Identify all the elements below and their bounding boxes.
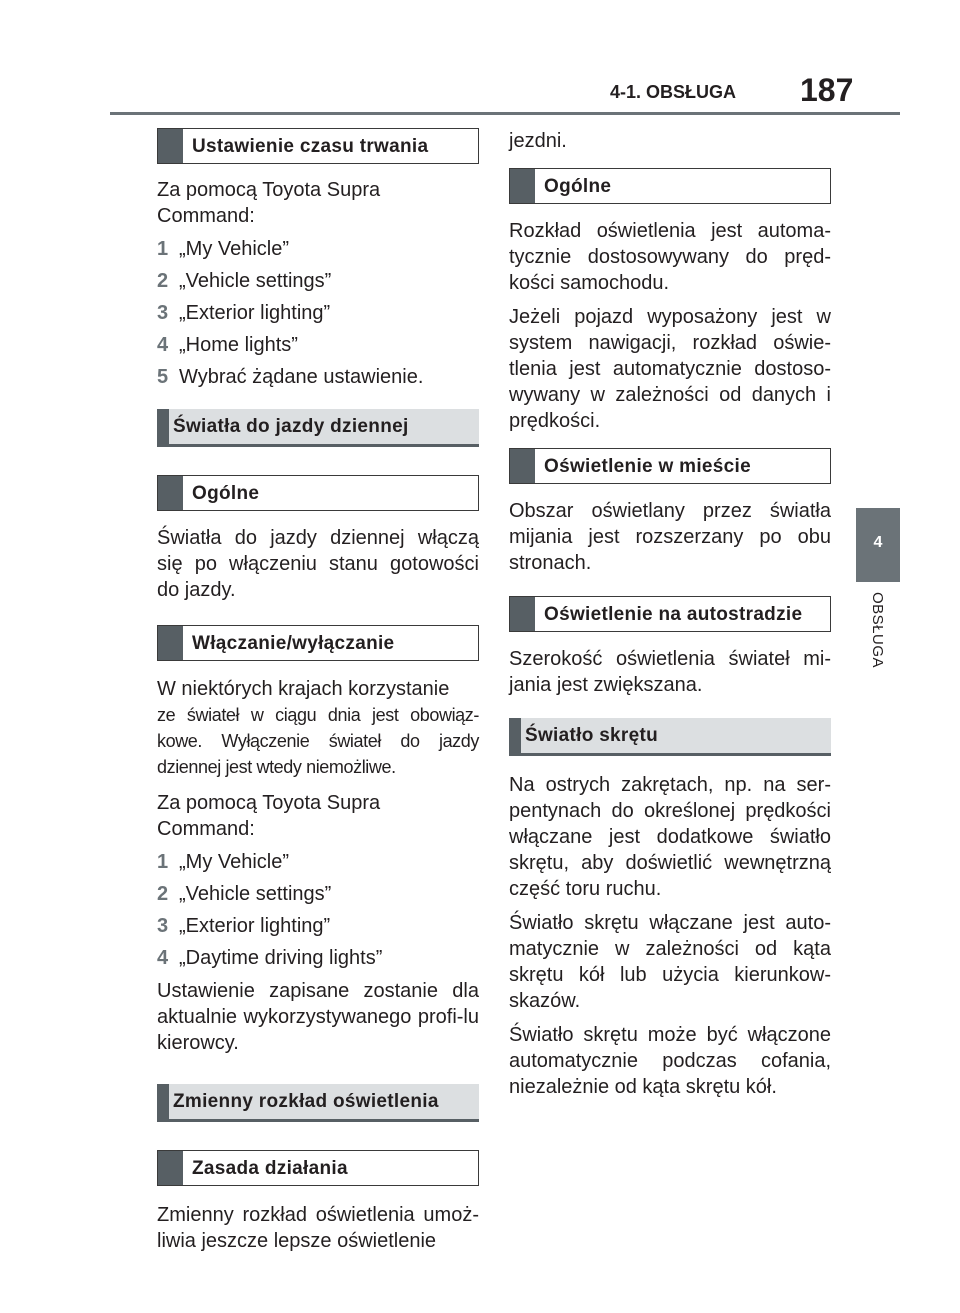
left-column	[157, 128, 479, 1254]
chapter-tab[interactable]	[856, 508, 900, 582]
paragraph: Światło skrętu może być włączone automatycznie podczas cofania, niezależnie od kąta skrętu kół.	[509, 1024, 831, 1098]
paragraph: Szerokość oświetlenia świateł mi-jania jest zwiększana.	[509, 648, 831, 696]
paragraph: Zmienny rozkład oświetlenia umoż-liwia jeszcze lepsze oświetlenie	[157, 1204, 479, 1252]
chapter-label: OBSŁUGA	[869, 592, 886, 669]
right-column	[509, 128, 831, 1100]
paragraph: W niektórych krajach korzystanie	[157, 678, 450, 700]
heading-adaptive-light: Zmienny rozkład oświetlenia	[157, 1084, 479, 1122]
heading-on-off: Włączanie/wyłączanie	[157, 625, 479, 661]
heading-general: Ogólne	[157, 475, 479, 511]
paragraph: ze świateł w ciągu dnia jest obowiąz-kowe. Wyłączenie świateł do jazdy dziennej jest wtedy niemożliwe.	[157, 705, 479, 777]
header-rule	[110, 112, 900, 115]
heading-duration: Ustawienie czasu trwania	[157, 128, 479, 164]
section-title: 4-1. OBSŁUGA	[610, 82, 737, 102]
list-item: 2 „Vehicle settings”	[157, 270, 332, 292]
list-item: 2 „Vehicle settings”	[157, 883, 332, 905]
heading-principle: Zasada działania	[157, 1150, 479, 1186]
list-item: 3 „Exterior lighting”	[157, 915, 331, 937]
paragraph: Rozkład oświetlenia jest automa-tycznie dostosowywany do pręd-kości samochodu.	[509, 220, 831, 294]
list-item: 3 „Exterior lighting”	[157, 302, 331, 324]
list-item: 1 „My Vehicle”	[157, 851, 290, 873]
list-item: 5 Wybrać żądane ustawienie.	[157, 366, 424, 388]
list-item: 4 „Daytime driving lights”	[157, 947, 383, 969]
paragraph: Obszar oświetlany przez światła mijania jest rozszerzany po obu stronach.	[509, 500, 831, 574]
chapter-number: 4	[873, 534, 883, 551]
paragraph: Światło skrętu włączane jest auto-matycznie w zależności od kąta skrętu kół lub użycia kierunkow-skazów.	[509, 912, 831, 1012]
paragraph: Za pomocą Toyota Supra Command:	[157, 179, 381, 227]
heading-general-2: Ogólne	[509, 168, 831, 204]
list-item: 1 „My Vehicle”	[157, 238, 290, 260]
steps-list-1	[157, 233, 479, 393]
paragraph: Na ostrych zakrętach, np. na ser-pentynach do określonej prędkości włączane jest dodatkowe światło skrętu, aby doświetlić wewnętrzną część toru ruchu.	[509, 774, 831, 900]
heading-city-light: Oświetlenie w mieście	[509, 448, 831, 484]
paragraph: Za pomocą Toyota Supra Command:	[157, 792, 381, 840]
heading-daytime-lights: Światła do jazdy dziennej	[157, 409, 479, 447]
heading-cornering-light: Światło skrętu	[509, 718, 831, 756]
page-number: 187	[800, 72, 854, 108]
paragraph: Jeżeli pojazd wyposażony jest w system nawigacji, rozkład oświe-tlenia jest automatycznie dostoso-wywany w zależności od danych i prędkości.	[509, 306, 831, 432]
paragraph: jezdni.	[509, 130, 567, 152]
list-item: 4 „Home lights”	[157, 334, 298, 356]
paragraph: Ustawienie zapisane zostanie dla aktualnie wykorzystywanego profi-lu kierowcy.	[157, 980, 479, 1054]
paragraph: Światła do jazdy dziennej włączą się po włączeniu stanu gotowości do jazdy.	[157, 527, 479, 601]
heading-motorway-light: Oświetlenie na autostradzie	[509, 596, 831, 632]
steps-list-2	[157, 846, 479, 974]
